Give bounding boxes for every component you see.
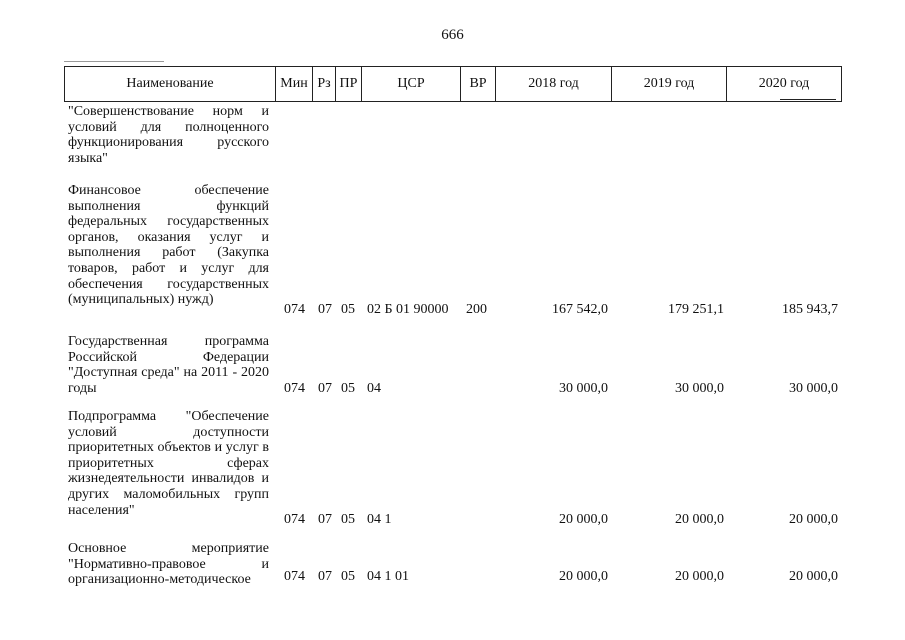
row-2019: 20 000,0 <box>675 569 724 584</box>
row-2019: 30 000,0 <box>675 381 724 396</box>
row-pr: 05 <box>341 569 355 584</box>
header-min: Мин <box>276 67 313 101</box>
row-2020: 20 000,0 <box>789 512 838 527</box>
row-pr: 05 <box>341 381 355 396</box>
row-name: Подпрограмма "Обеспечение условий доступности приоритетных объектов и услуг в приоритетных сферах жизнедеятельности инвалидов и других маломобильных групп населения" <box>68 409 269 518</box>
row-name: Основное мероприятие "Нормативно-правовое и организационно-методическое <box>68 541 269 588</box>
header-2019: 2019 год <box>612 67 727 101</box>
table-header <box>64 66 842 102</box>
row-name: Государственная программа Российской Федерации "Доступная среда" на 2011 - 2020 годы <box>68 334 269 396</box>
row-name: "Совершенствование норм и условий для полноценного функционирования русского языка" <box>68 104 269 166</box>
row-min: 074 <box>284 569 305 584</box>
row-pr: 05 <box>341 512 355 527</box>
row-2018: 30 000,0 <box>559 381 608 396</box>
row-csr: 04 1 01 <box>367 569 409 584</box>
row-min: 074 <box>284 302 305 317</box>
row-rz: 07 <box>318 512 332 527</box>
row-min: 074 <box>284 512 305 527</box>
row-pr: 05 <box>341 302 355 317</box>
header-vr: ВР <box>461 67 496 101</box>
header-name: Наименование <box>65 67 276 101</box>
row-csr: 04 <box>367 381 381 396</box>
top-rule <box>64 61 164 62</box>
row-csr: 02 Б 01 90000 <box>367 302 449 317</box>
row-2020: 20 000,0 <box>789 569 838 584</box>
row-2018: 20 000,0 <box>559 569 608 584</box>
row-2020: 30 000,0 <box>789 381 838 396</box>
row-rz: 07 <box>318 381 332 396</box>
header-rz: Рз <box>313 67 336 101</box>
header-pr: ПР <box>336 67 362 101</box>
row-2020: 185 943,7 <box>782 302 838 317</box>
row-csr: 04 1 <box>367 512 392 527</box>
row-rz: 07 <box>318 569 332 584</box>
header-underline <box>780 99 836 100</box>
row-2019: 179 251,1 <box>668 302 724 317</box>
row-min: 074 <box>284 381 305 396</box>
row-rz: 07 <box>318 302 332 317</box>
row-vr: 200 <box>466 302 487 317</box>
row-2019: 20 000,0 <box>675 512 724 527</box>
row-2018: 20 000,0 <box>559 512 608 527</box>
row-name: Финансовое обеспечение выполнения функций федеральных государственных органов, оказания услуг и выполнения работ (Закупка товаров, работ и услуг для обеспечения государственных (муниципальных) нужд) <box>68 183 269 308</box>
page-number: 666 <box>441 27 464 43</box>
header-2018: 2018 год <box>496 67 612 101</box>
header-2020: 2020 год <box>758 76 810 91</box>
row-2018: 167 542,0 <box>552 302 608 317</box>
header-csr: ЦСР <box>362 67 461 101</box>
